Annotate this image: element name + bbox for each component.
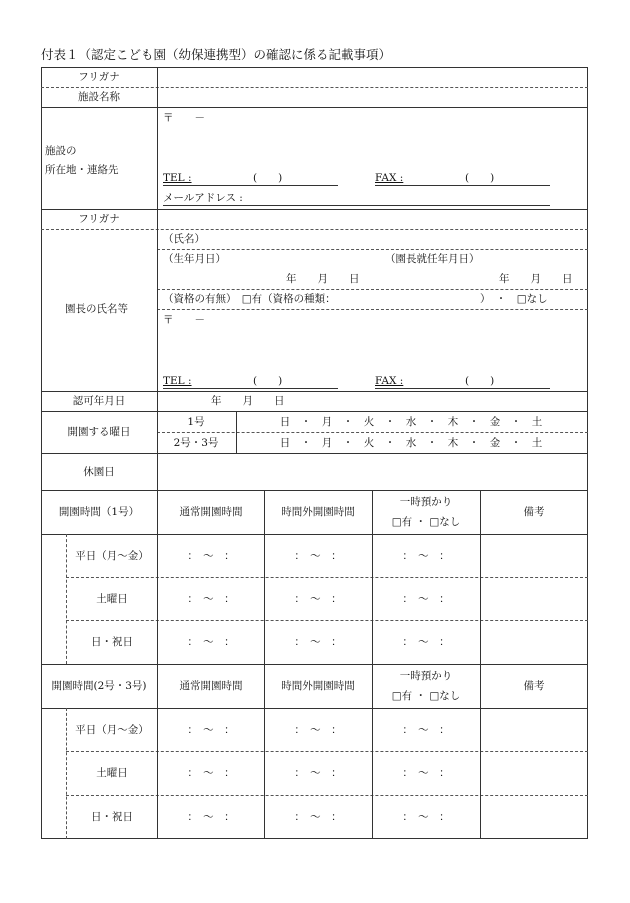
time-field[interactable]: ： ～ ： [402, 550, 450, 562]
time-field[interactable]: ： ～ ： [294, 767, 342, 779]
row-label-weekday: 平日（月～金） [75, 724, 149, 736]
director-tel-underline [163, 388, 338, 389]
location-label-2: 所在地・連絡先 [45, 164, 119, 176]
closed-days-label: 休園日 [83, 466, 115, 478]
director-fax-label: FAX : [375, 375, 404, 387]
open-days-label: 開園する曜日 [67, 426, 131, 438]
birth-date-label: （生年月日） [163, 253, 226, 265]
open-days-type-2: 2号・3号 [173, 437, 219, 449]
row-label-saturday: 土曜日 [96, 767, 128, 779]
appointed-date-field[interactable]: 年 月 日 [499, 273, 573, 285]
hours-section-1-label: 開園時間（1号） [58, 506, 140, 518]
time-field[interactable]: ： ～ ： [187, 550, 235, 562]
director-name-field[interactable]: （氏名） [163, 233, 205, 245]
column-divider [66, 708, 67, 839]
row-divider [157, 432, 588, 433]
time-field[interactable]: ： ～ ： [402, 636, 450, 648]
hours-section-2-label: 開園時間(2号・3号) [51, 680, 147, 692]
time-field[interactable]: ： ～ ： [187, 593, 235, 605]
row-label-weekday: 平日（月～金） [75, 550, 149, 562]
column-divider [66, 534, 67, 664]
row-divider [41, 209, 588, 210]
row-divider [41, 664, 588, 665]
qualification-field[interactable]: （資格の有無） □有（資格の種類： [163, 293, 336, 305]
time-field[interactable]: ： ～ ： [187, 767, 235, 779]
row-label-saturday: 土曜日 [96, 593, 128, 605]
fax-underline [375, 185, 550, 186]
normal-hours-header: 通常開園時間 [179, 506, 243, 518]
column-divider [157, 490, 158, 839]
approval-date-field[interactable]: 年 月 日 [211, 395, 285, 407]
email-label: メールアドレス : [163, 192, 243, 204]
row-divider [66, 577, 588, 578]
time-field[interactable]: ： ～ ： [187, 636, 235, 648]
fax-label: FAX : [375, 172, 404, 184]
time-field[interactable]: ： ～ ： [294, 593, 342, 605]
remarks-header: 備考 [523, 506, 545, 518]
row-divider [41, 411, 588, 412]
appointed-date-label: （園長就任年月日） [385, 253, 480, 265]
time-field[interactable]: ： ～ ： [187, 724, 235, 736]
temporary-care-option[interactable]: □有 ・ □なし [391, 516, 461, 528]
row-divider [66, 620, 588, 621]
postal-code-field[interactable]: 〒 － [163, 112, 205, 124]
time-field[interactable]: ： ～ ： [294, 636, 342, 648]
director-tel-area-field[interactable]: ( ) [253, 375, 283, 387]
director-fax-area-field[interactable]: ( ) [465, 375, 495, 387]
director-fax-underline [375, 388, 550, 389]
form-title: 付表１（認定こども園（幼保連携型）の確認に係る記載事項） [41, 47, 392, 62]
row-divider [66, 751, 588, 752]
email-underline [163, 205, 550, 206]
birth-date-field[interactable]: 年 月 日 [286, 273, 360, 285]
row-divider [157, 289, 588, 290]
time-field[interactable]: ： ～ ： [294, 724, 342, 736]
furigana-label: フリガナ [78, 71, 120, 83]
time-field[interactable]: ： ～ ： [402, 811, 450, 823]
column-divider [372, 490, 373, 839]
approval-date-label: 認可年月日 [72, 395, 126, 407]
time-field[interactable]: ： ～ ： [294, 550, 342, 562]
tel-label: TEL : [163, 172, 192, 184]
open-days-options-2[interactable]: 日 ・ 月 ・ 火 ・ 水 ・ 木 ・ 金 ・ 土 [279, 437, 543, 449]
row-divider [41, 87, 588, 88]
temporary-care-option[interactable]: □有 ・ □なし [391, 690, 461, 702]
time-field[interactable]: ： ～ ： [294, 811, 342, 823]
column-divider [264, 490, 265, 839]
row-divider [66, 795, 588, 796]
normal-hours-header: 通常開園時間 [179, 680, 243, 692]
time-field[interactable]: ： ～ ： [187, 811, 235, 823]
row-divider [41, 708, 588, 709]
time-field[interactable]: ： ～ ： [402, 724, 450, 736]
column-divider [157, 67, 158, 490]
fax-area-field[interactable]: ( ) [465, 172, 495, 184]
director-tel-label: TEL : [163, 375, 192, 387]
extended-hours-header: 時間外開園時間 [281, 680, 355, 692]
row-label-holiday: 日・祝日 [91, 811, 133, 823]
row-divider [41, 490, 588, 491]
tel-underline [163, 185, 338, 186]
location-label-1: 施設の [45, 145, 77, 157]
row-divider [157, 309, 588, 310]
facility-name-label: 施設名称 [78, 91, 120, 103]
column-divider [480, 490, 481, 839]
row-divider [41, 107, 588, 108]
director-postal-field[interactable]: 〒 － [163, 314, 205, 326]
column-divider [236, 411, 237, 453]
qualification-none-option[interactable]: ） ・ □なし [480, 293, 548, 305]
time-field[interactable]: ： ～ ： [402, 767, 450, 779]
row-divider [41, 391, 588, 392]
director-label: 園長の氏名等 [65, 303, 128, 315]
row-divider [41, 534, 588, 535]
tel-area-field[interactable]: ( ) [253, 172, 283, 184]
temporary-care-header: 一時預かり [399, 670, 453, 682]
open-days-type-1: 1号 [187, 416, 205, 428]
row-label-holiday: 日・祝日 [91, 636, 133, 648]
row-divider [41, 229, 588, 230]
temporary-care-header: 一時預かり [399, 496, 453, 508]
time-field[interactable]: ： ～ ： [402, 593, 450, 605]
extended-hours-header: 時間外開園時間 [281, 506, 355, 518]
director-furigana-label: フリガナ [78, 213, 120, 225]
row-divider [157, 249, 588, 250]
row-divider [41, 453, 588, 454]
open-days-options-1[interactable]: 日 ・ 月 ・ 火 ・ 水 ・ 木 ・ 金 ・ 土 [279, 416, 543, 428]
remarks-header: 備考 [523, 680, 545, 692]
